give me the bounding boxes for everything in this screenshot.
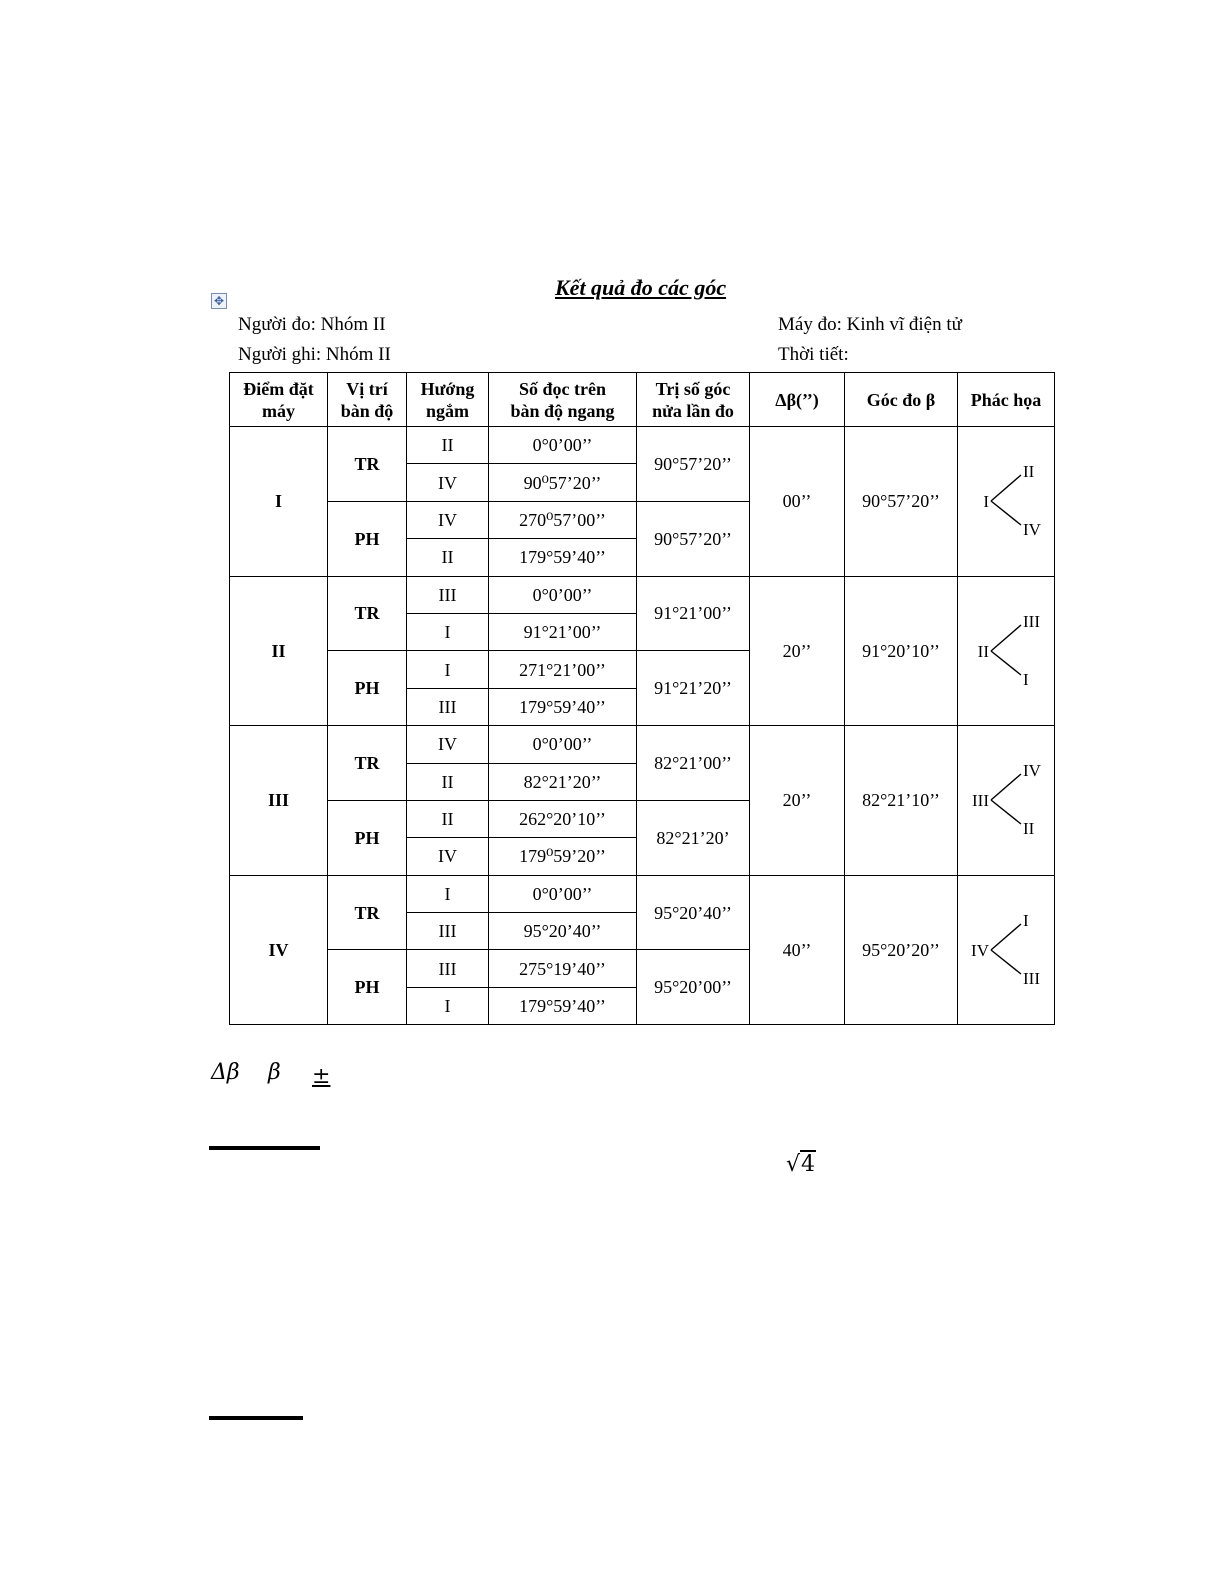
reading-cell: 82°21’20’’ [489,763,637,800]
sketch-bottom-label: III [1023,968,1040,988]
half-angle-cell: 82°21’20’ [637,800,750,875]
sketch-ray-bottom [991,501,1021,525]
angle-sketch [961,611,1051,691]
sketch-cell [958,576,1055,726]
column-header-line: Trị số góc [655,378,731,399]
station-cell: I [230,427,328,577]
target-cell: II [407,427,489,464]
column-header-line: bàn độ ngang [510,400,615,421]
target-cell: I [407,613,489,650]
sketch-bottom-label: I [1023,669,1029,689]
position-cell: PH [328,501,407,576]
heading-underline [209,1146,320,1150]
position-cell: PH [328,950,407,1025]
sketch-vertex-label: I [983,492,989,512]
half-angle-cell: 95°20’00’’ [637,950,750,1025]
document-title: Kết quả đo các góc [555,275,727,300]
sqrt-expression: √4 [786,1152,816,1177]
angle-beta-cell: 82°21’10’’ [845,726,958,876]
sketch-cell [958,427,1055,577]
table-row [230,576,1055,613]
reading-cell: 0°0’00’’ [489,576,637,613]
measurer-text: Người đo: Nhóm II [238,314,386,335]
column-header [407,373,489,427]
sketch-top-label: II [1023,462,1035,482]
reading-cell: 90⁰57’20’’ [489,464,637,501]
target-cell: IV [407,464,489,501]
reading-cell: 270⁰57’00’’ [489,501,637,538]
angle-results-table [229,372,1055,1025]
reading-cell: 0°0’00’’ [489,875,637,912]
column-header [328,373,407,427]
sqrt-radicand: 4 [801,1152,816,1177]
sketch-bottom-label: IV [1023,520,1041,540]
reading-cell: 275°19’40’’ [489,950,637,987]
station-cell: IV [230,875,328,1025]
target-cell: I [407,987,489,1024]
half-angle-cell: 91°21’20’’ [637,651,750,726]
target-cell: IV [407,501,489,538]
target-cell: III [407,913,489,950]
half-angle-cell: 82°21’00’’ [637,726,750,801]
sketch-ray-bottom [991,950,1021,974]
sketch-bottom-label: II [1023,819,1035,839]
heading-underline [209,1416,303,1420]
sketch-cell [958,875,1055,1025]
target-cell: IV [407,838,489,875]
target-cell: I [407,875,489,912]
sketch-top-label: III [1023,611,1040,631]
reading-cell: 179°59’40’’ [489,539,637,576]
column-header [230,373,328,427]
target-cell: II [407,800,489,837]
position-cell: TR [328,875,407,950]
station-cell: III [230,726,328,876]
half-angle-cell: 90°57’20’’ [637,501,750,576]
reading-cell: 179°59’40’’ [489,688,637,725]
column-header [489,373,637,427]
column-header-line: Số đọc trên [519,378,606,399]
weather-text: Thời tiết: [778,344,849,365]
delta-beta-cell: 20’’ [750,576,845,726]
target-cell: III [407,688,489,725]
angle-beta-cell: 90°57’20’’ [845,427,958,577]
position-cell: TR [328,576,407,651]
sketch-vertex-label: III [972,791,989,811]
target-cell: II [407,539,489,576]
column-header [637,373,750,427]
column-header-line: bàn độ [340,400,394,421]
column-header-line: Phác họa [970,389,1042,410]
position-cell: TR [328,726,407,801]
column-header-line: Vị trí [346,378,388,399]
table-row [230,875,1055,912]
half-angle-cell: 91°21’00’’ [637,576,750,651]
column-header [750,373,845,427]
sketch-top-label: IV [1023,761,1041,781]
target-cell: I [407,651,489,688]
angle-beta-cell: 91°20’10’’ [845,576,958,726]
sketch-ray-top [991,924,1021,950]
reading-cell: 271°21’00’’ [489,651,637,688]
plus-minus-symbol: ± [312,1064,331,1089]
sketch-ray-top [991,625,1021,651]
station-cell: II [230,576,328,726]
column-header-line: Điểm đặt [243,378,314,399]
column-header [845,373,958,427]
angle-beta-cell: 95°20’20’’ [845,875,958,1025]
column-header-line: nửa lần đo [652,400,734,421]
half-angle-cell: 90°57’20’’ [637,427,750,502]
beta-symbol: β [268,1060,281,1085]
target-cell: IV [407,726,489,763]
sketch-vertex-label: II [977,641,989,661]
sketch-top-label: I [1023,910,1029,930]
recorder-text: Người ghi: Nhóm II [238,344,391,365]
column-header-line: máy [262,400,295,421]
half-angle-cell: 95°20’40’’ [637,875,750,950]
sketch-ray-top [991,475,1021,501]
reading-cell: 95°20’40’’ [489,913,637,950]
table-header-row [230,373,1055,427]
instrument-text: Máy đo: Kinh vĩ điện tử [778,314,962,335]
table-row [230,726,1055,763]
reading-cell: 0°0’00’’ [489,726,637,763]
column-header-line: Δβ(’’) [775,389,819,410]
position-cell: TR [328,427,407,502]
column-header-line: Hướng [420,378,475,399]
sketch-cell [958,726,1055,876]
angle-sketch [961,461,1051,541]
sketch-vertex-label: IV [971,940,989,960]
reading-cell: 179⁰59’20’’ [489,838,637,875]
reading-cell: 0°0’00’’ [489,427,637,464]
delta-beta-symbol: Δβ [211,1060,240,1085]
target-cell: III [407,950,489,987]
reading-cell: 179°59’40’’ [489,987,637,1024]
sketch-ray-bottom [991,800,1021,824]
angle-sketch [961,760,1051,840]
reading-cell: 262°20’10’’ [489,800,637,837]
position-cell: PH [328,800,407,875]
target-cell: III [407,576,489,613]
column-header [958,373,1055,427]
position-cell: PH [328,651,407,726]
column-header-line: ngắm [425,400,469,421]
sketch-ray-bottom [991,651,1021,675]
column-header-line: Góc đo β [866,389,936,410]
sketch-ray-top [991,774,1021,800]
target-cell: II [407,763,489,800]
delta-beta-cell: 40’’ [750,875,845,1025]
delta-beta-cell: 20’’ [750,726,845,876]
delta-beta-cell: 00’’ [750,427,845,577]
reading-cell: 91°21’00’’ [489,613,637,650]
angle-sketch [961,910,1051,990]
table-row [230,427,1055,464]
table-move-handle-icon[interactable]: ✥ [211,293,227,309]
